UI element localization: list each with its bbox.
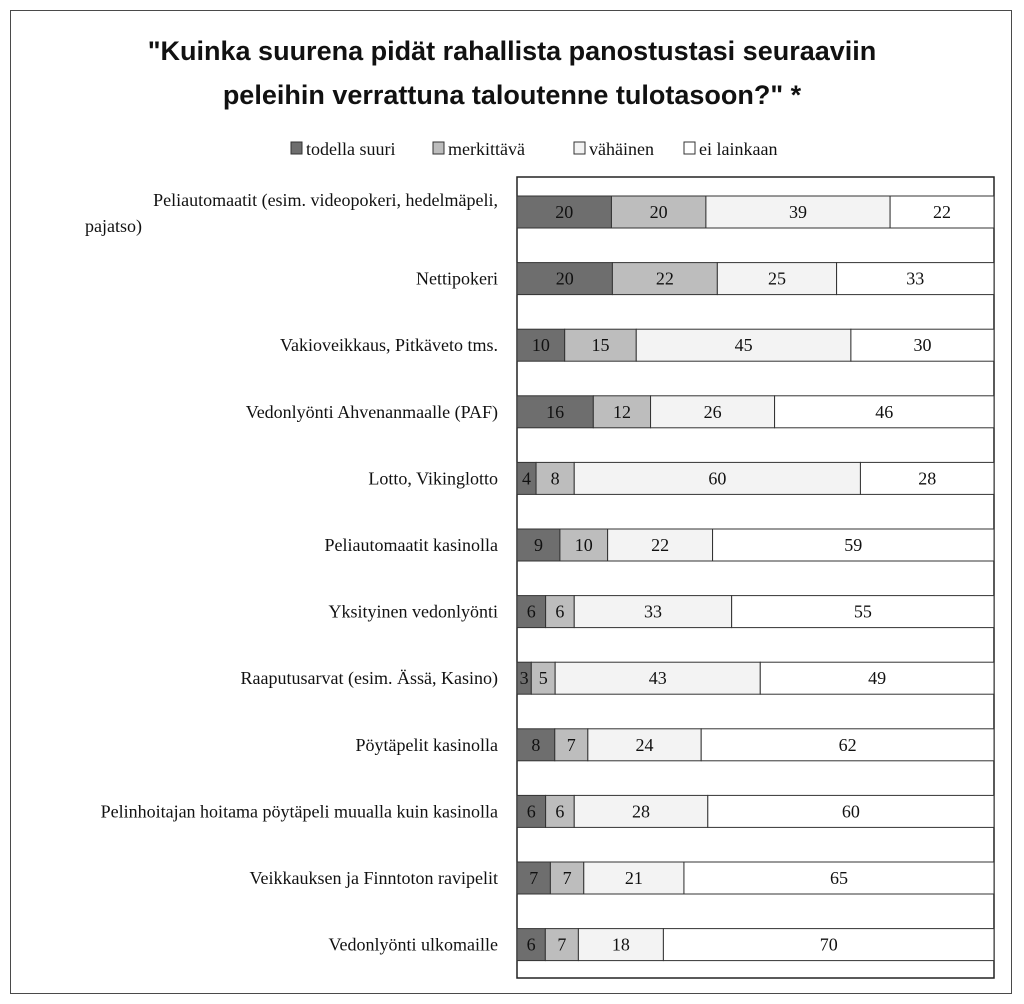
data-label: 8 [531, 734, 541, 755]
data-label: 33 [643, 601, 662, 622]
data-label: 59 [844, 535, 863, 555]
data-label: 20 [555, 202, 574, 222]
data-label: 6 [555, 601, 565, 622]
category-label: Peliautomaatit kasinolla [324, 535, 498, 555]
data-label: 8 [550, 468, 560, 489]
data-label: 9 [533, 535, 543, 555]
data-label: 30 [913, 335, 932, 356]
legend-label: ei lainkaan [699, 139, 778, 159]
category-label: Vedonlyönti Ahvenanmaalle (PAF) [245, 401, 498, 422]
data-label: 7 [557, 934, 567, 955]
data-label: 46 [875, 401, 894, 422]
data-label: 16 [546, 401, 565, 422]
plot-area [517, 177, 994, 978]
data-label: 5 [538, 668, 548, 689]
data-label: 22 [655, 268, 674, 289]
legend-swatch [574, 142, 585, 154]
data-label: 45 [734, 335, 753, 356]
data-label: 25 [767, 268, 786, 289]
data-label: 6 [526, 801, 536, 822]
data-label: 55 [853, 601, 872, 622]
data-label: 22 [651, 535, 670, 555]
category-label: pajatso) [85, 216, 142, 236]
data-label: 4 [522, 468, 532, 489]
data-label: 6 [526, 934, 536, 955]
data-label: 7 [562, 868, 572, 888]
data-label: 20 [555, 268, 574, 289]
data-label: 7 [529, 868, 539, 888]
data-label: 7 [566, 734, 576, 755]
data-label: 49 [868, 668, 887, 689]
legend-swatch [291, 142, 302, 154]
data-label: 10 [531, 335, 550, 356]
data-label: 21 [624, 868, 643, 888]
data-label: 39 [789, 202, 808, 222]
chart-title-line: peleihin verrattuna taloutenne tulotasoon?" * [222, 80, 802, 110]
category-label: Vedonlyönti ulkomaille [328, 934, 498, 955]
data-label: 60 [841, 801, 860, 822]
data-label: 60 [708, 468, 727, 489]
data-label: 22 [933, 202, 952, 222]
data-label: 33 [906, 268, 925, 289]
legend-swatch [433, 142, 444, 154]
data-label: 24 [635, 734, 654, 755]
data-label: 12 [612, 401, 631, 422]
data-label: 18 [611, 934, 630, 955]
data-label: 20 [649, 202, 668, 222]
data-label: 28 [918, 468, 937, 489]
data-label: 6 [526, 601, 536, 622]
category-label: Peliautomaatit (esim. videopokeri, hedelmäpeli, [153, 190, 498, 210]
data-label: 10 [574, 535, 593, 555]
data-label: 70 [819, 934, 838, 955]
category-label: Raaputusarvat (esim. Ässä, Kasino) [240, 668, 498, 689]
data-label: 6 [555, 801, 565, 822]
legend-label: merkittävä [448, 139, 525, 159]
data-label: 3 [519, 668, 529, 689]
legend-label: todella suuri [306, 139, 396, 159]
category-label: Nettipokeri [416, 268, 498, 289]
chart-title-line: "Kuinka suurena pidät rahallista panostustasi seuraaviin [147, 36, 877, 66]
category-label: Yksityinen vedonlyönti [328, 601, 498, 622]
data-label: 62 [838, 734, 857, 755]
data-label: 26 [703, 401, 722, 422]
category-label: Lotto, Vikinglotto [368, 468, 498, 489]
data-label: 15 [591, 335, 610, 356]
data-label: 28 [632, 801, 651, 822]
category-label: Pöytäpelit kasinolla [355, 734, 498, 755]
data-label: 43 [648, 668, 667, 689]
legend-label: vähäinen [589, 139, 654, 159]
category-label: Veikkauksen ja Finntoton ravipelit [249, 868, 498, 888]
category-label: Pelinhoitajan hoitama pöytäpeli muualla kuin kasinolla [100, 801, 498, 822]
category-label: Vakioveikkaus, Pitkäveto tms. [280, 335, 498, 356]
legend-swatch [684, 142, 695, 154]
data-label: 65 [829, 868, 848, 888]
